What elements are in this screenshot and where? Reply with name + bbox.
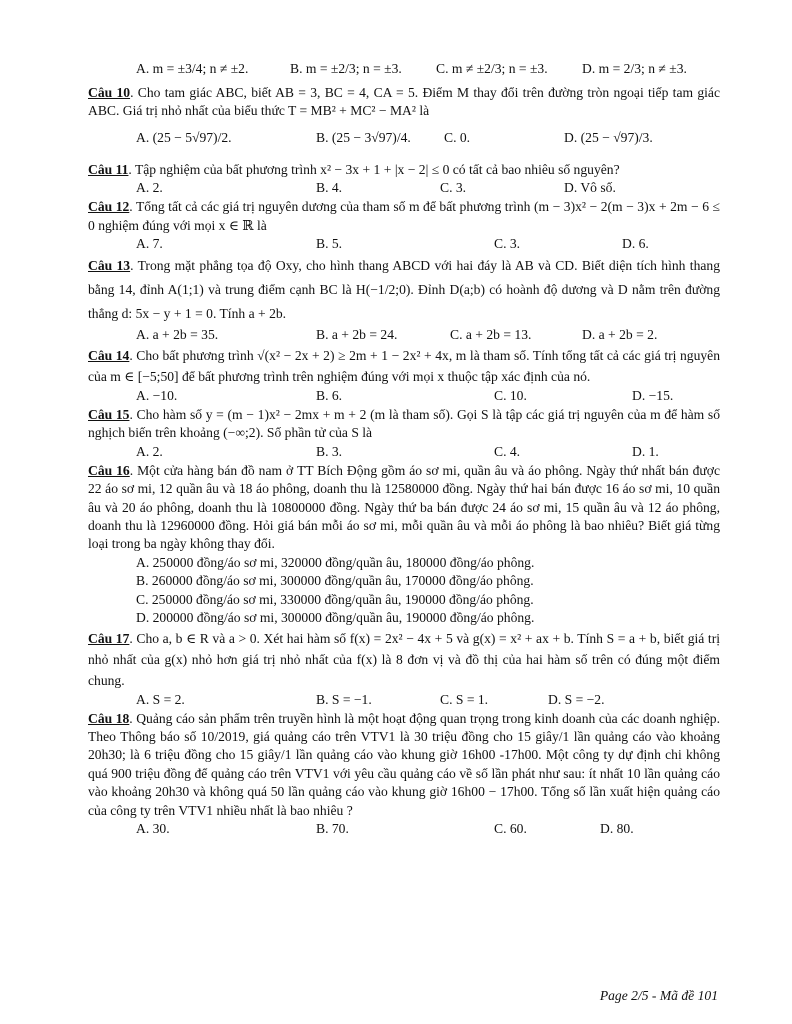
option-d: D. 6. — [622, 236, 649, 252]
option-d: D. S = −2. — [548, 691, 605, 707]
q9-options — [88, 60, 720, 84]
question-stem: . Trong mặt phẳng tọa độ Oxy, cho hình thang ABCD với hai đáy là AB và CD. Biết diện tích hình thang bằng 14, đỉnh A(1;1) và trung điểm cạnh BC là H(−1/2;0). Đỉnh D(a;b) có hoành độ dương và D nằm trên đường thẳng d: 5x − y + 1 = 0. Tính a + 2b. — [88, 258, 720, 322]
question-label: Câu 14 — [88, 348, 130, 364]
question-stem: . Cho bất phương trình √(x² − 2x + 2) ≥ 2m + 1 − 2x² + 4x, m là tham số. Tính tổng tất cả các giá trị nguyên của m ∈ [−5;50] để bất phương trình trên nghiệm đúng với mọi x thuộc tập xác định của nó. — [88, 348, 720, 385]
option-a: A. a + 2b = 35. — [136, 327, 219, 343]
question-label: Câu 16 — [88, 462, 130, 478]
option-c: C. 250000 đồng/áo sơ mi, 330000 đồng/quần âu, 190000 đồng/áo phông. — [136, 591, 534, 607]
question-stem: . Cho a, b ∈ R và a > 0. Xét hai hàm số f(x) = 2x² − 4x + 5 và g(x) = x² + ax + b. Tính S = a + b, biết giá trị nhỏ nhất của g(x) nhỏ hơn giá trị nhỏ nhất của f(x) là 8 đơn vị và đồ thị của hai hàm số trên có đúng một điểm chung. — [88, 630, 720, 688]
question-label: Câu 12 — [88, 199, 130, 215]
question-18 — [88, 710, 720, 839]
option-a: A. 250000 đồng/áo sơ mi, 320000 đồng/quần âu, 180000 đồng/áo phông. — [136, 554, 535, 570]
question-17 — [88, 628, 720, 710]
option-a: A. 7. — [136, 236, 163, 252]
option-b: B. 5. — [316, 236, 343, 252]
question-label: Câu 17 — [88, 630, 130, 646]
option-d: D. 80. — [600, 820, 634, 836]
question-stem: . Tập nghiệm của bất phương trình x² − 3x + 1 + |x − 2| ≤ 0 có tất cả bao nhiêu số nguyên? — [128, 161, 620, 177]
q9-option-d: D. m = 2/3; n ≠ ±3. — [582, 61, 687, 76]
question-stem: . Cho hàm số y = (m − 1)x² − 2mx + m + 2 (m là tham số). Gọi S là tập các giá trị nguyên của m để hàm số nghịch biến trên khoảng (−∞;2). Số phần tử của S là — [88, 407, 720, 441]
question-label: Câu 13 — [88, 258, 131, 274]
option-d: D. 1. — [632, 443, 659, 459]
option-b: B. 260000 đồng/áo sơ mi, 300000 đồng/quần âu, 170000 đồng/áo phông. — [136, 573, 534, 589]
option-c: C. 3. — [440, 180, 467, 196]
question-label: Câu 10 — [88, 85, 131, 100]
option-a: A. 2. — [136, 443, 163, 459]
exam-page — [88, 60, 720, 839]
option-d: D. −15. — [632, 388, 674, 404]
question-10 — [88, 84, 720, 161]
question-stem: . Một cửa hàng bán đồ nam ở TT Bích Động gồm áo sơ mi, quần âu và áo phông. Ngày thứ nhất bán được 22 áo sơ mi, 12 quần âu và 18 áo phông, doanh thu là 12580000 đồng. Ngày thứ hai bán được 16 áo sơ mi, 10 quần âu và 20 áo phông, doanh thu là 10800000 đồng. Ngày thứ ba bán được 24 áo sơ mi, 15 quần âu và 12 áo phông, doanh thu là 12960000 đồng. Hỏi giá bán mỗi áo sơ mi, mỗi quần âu và mỗi áo phông là bao nhiêu? Biết giá từng loại trong ba ngày không thay đổi. — [88, 462, 720, 552]
option-b: B. 70. — [316, 820, 349, 836]
q9-option-c: C. m ≠ ±2/3; n = ±3. — [436, 61, 548, 76]
question-12 — [88, 198, 720, 254]
option-b: B. 6. — [316, 388, 343, 404]
page-footer: Page 2/5 - Mã đề 101 — [599, 988, 718, 1003]
option-a: A. 30. — [136, 820, 170, 836]
option-c: C. a + 2b = 13. — [450, 327, 532, 343]
option-d: D. (25 − √97)/3. — [564, 129, 653, 145]
question-14 — [88, 345, 720, 406]
option-a: A. (25 − 5√97)/2. — [136, 129, 232, 145]
question-11 — [88, 161, 720, 198]
option-c: C. 10. — [494, 388, 527, 404]
option-c: C. S = 1. — [440, 691, 489, 707]
option-a: A. 2. — [136, 180, 163, 196]
q9-option-b: B. m = ±2/3; n = ±3. — [290, 61, 402, 76]
option-c: C. 60. — [494, 820, 527, 836]
option-c: C. 4. — [494, 443, 521, 459]
option-a: A. −10. — [136, 388, 178, 404]
option-c: C. 3. — [494, 236, 521, 252]
question-15 — [88, 406, 720, 462]
question-stem: . Quảng cáo sản phẩm trên truyền hình là một hoạt động quan trọng trong kinh doanh của các doanh nghiệp. Theo Thông báo số 10/2019, giá quảng cáo trên VTV1 là 30 triệu đồng cho 15 giây/1 lần quảng cáo vào khoảng 20h30; là 6 triệu đồng cho 15 giây/1 lần quảng cáo vào khung giờ 16h00 -17h00. Một công ty dự định chi không quá 900 triệu đồng để quảng cáo trên VTV1 với yêu cầu quảng cáo về số lần phát như sau: ít nhất 10 lần quảng cáo vào khoảng 20h30 và không quá 50 lần quảng cáo vào khung giờ 16h00 − 17h00. Tổng số lần xuất hiện quảng cáo của công ty trên VTV1 nhiều nhất là bao nhiêu ? — [88, 710, 720, 818]
question-13 — [88, 254, 720, 345]
question-label: Câu 18 — [88, 710, 130, 726]
option-d: D. a + 2b = 2. — [582, 327, 658, 343]
option-b: B. a + 2b = 24. — [316, 327, 398, 343]
option-b: B. 4. — [316, 180, 343, 196]
option-d: D. 200000 đồng/áo sơ mi, 300000 đồng/quần âu, 190000 đồng/áo phông. — [136, 610, 535, 626]
q9-option-a: A. m = ±3/4; n ≠ ±2. — [136, 61, 249, 76]
question-stem: . Cho tam giác ABC, biết AB = 3, BC = 4, CA = 5. Điểm M thay đổi trên đường tròn ngoại tiếp tam giác ABC. Giá trị nhỏ nhất của biểu thức T = MB² + MC² − MA² là — [88, 85, 720, 119]
option-c: C. 0. — [444, 129, 471, 145]
question-label: Câu 15 — [88, 407, 130, 423]
option-d: D. Vô số. — [564, 180, 616, 196]
question-16 — [88, 462, 720, 628]
question-stem: . Tổng tất cả các giá trị nguyên dương của tham số m để bất phương trình (m − 3)x² − 2(m − 3)x + 2m − 6 ≤ 0 nghiệm đúng với mọi x ∈ ℝ là — [88, 199, 720, 233]
question-label: Câu 11 — [88, 161, 129, 177]
option-b: B. 3. — [316, 443, 343, 459]
option-b: B. (25 − 3√97)/4. — [316, 129, 411, 145]
option-a: A. S = 2. — [136, 691, 185, 707]
option-b: B. S = −1. — [316, 691, 372, 707]
